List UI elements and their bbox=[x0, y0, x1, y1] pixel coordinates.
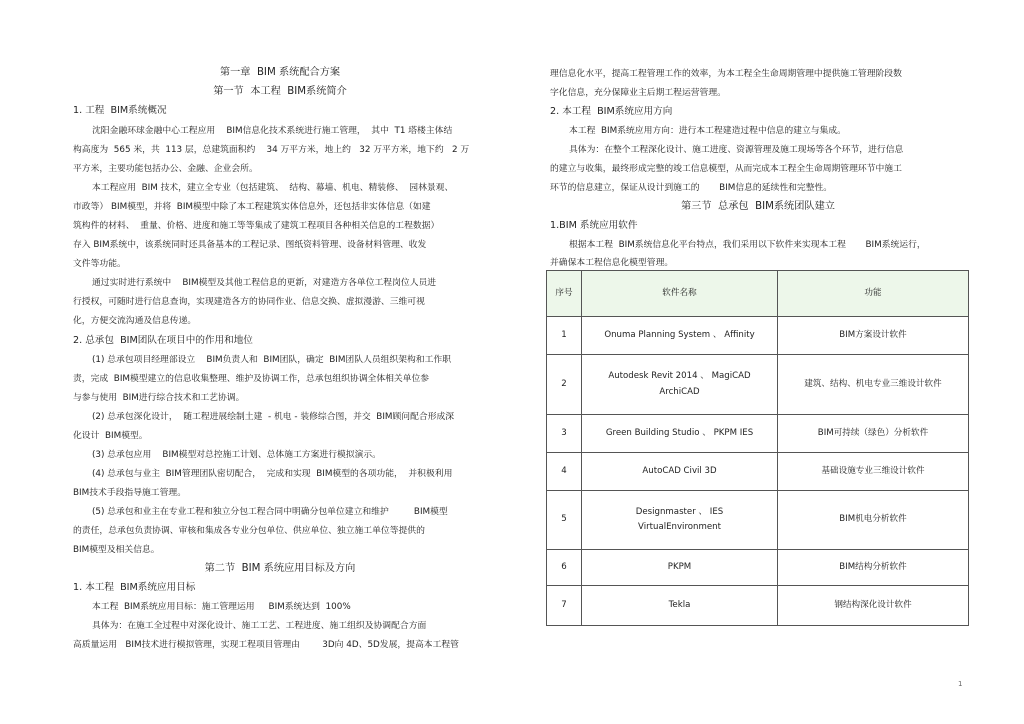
software-function: BIM机电分析软件 bbox=[778, 491, 969, 550]
paragraph-line: 具体为：在整个工程深化设计、施工进度、资源管理及施工现场等各个环节，进行信息 bbox=[569, 145, 904, 155]
paragraph-line: 存入 BIM系统中，该系统同时还具备基本的工程记录、图纸资料管理、设备材料管理、收发 bbox=[73, 240, 427, 250]
software-name-line-2: VirtualEnvironment bbox=[638, 522, 721, 532]
row-number: 7 bbox=[547, 586, 582, 626]
software-function: 钢结构深化设计软件 bbox=[778, 586, 969, 626]
row-number: 2 bbox=[547, 355, 582, 415]
table-row bbox=[547, 453, 969, 491]
paragraph-line: 筑构件的材料、 重量、价格、进度和施工等等集成了建筑工程项目各种相关信息的工程数据） bbox=[73, 221, 440, 231]
table-row bbox=[547, 355, 969, 415]
paragraph-line: 市政等） BIM模型，并将 BIM模型中除了本工程建筑实体信息外，还包括非实体信息（如建 bbox=[73, 202, 431, 212]
section-title: 第三节 总承包 BIM系统团队建立 bbox=[681, 201, 835, 212]
software-function: BIM可持续（绿色）分析软件 bbox=[778, 415, 969, 453]
list-item-line: (1) 总承包项目经理部设立 BIM负责人和 BIM团队，确定 BIM团队人员组织架构和工作职 bbox=[92, 355, 451, 365]
software-name bbox=[582, 586, 778, 626]
list-item-line: 责，完成 BIM模型建立的信息收集整理、维护及协调工作，总承包组织协调全体相关单位参 bbox=[73, 374, 430, 384]
row-number: 5 bbox=[547, 491, 582, 550]
paragraph-line: 的建立与收集，最终形成完整的竣工信息模型，从而完成本工程全生命周期管理环节中施工 bbox=[550, 164, 902, 174]
subsection-heading: 1.BIM 系统应用软件 bbox=[550, 220, 638, 231]
paragraph-line: 本工程 BIM系统应用目标：施工管理运用 BIM系统达到 100% bbox=[92, 602, 351, 612]
row-number: 4 bbox=[547, 453, 582, 491]
paragraph-line: 具体为：在施工全过程中对深化设计、施工工艺、工程进度、施工组织及协调配合方面 bbox=[92, 621, 427, 631]
paragraph-line: 通过实时进行系统中 BIM模型及其他工程信息的更新，对建造方各单位工程岗位人员进 bbox=[92, 278, 437, 288]
paragraph-line: 行授权，可随时进行信息查询，实现建造各方的协同作业、信息交换、虚拟漫游、三维可视 bbox=[73, 297, 425, 307]
paragraph-line: 化，方便交流沟通及信息传递。 bbox=[73, 316, 197, 326]
paragraph-line: 平方米，主要功能包括办公、金融、企业会所。 bbox=[73, 164, 258, 174]
list-item-line: (5) 总承包和业主在专业工程和独立分包工程合同中明确分包单位建立和维护 BIM模型 bbox=[92, 507, 448, 517]
software-name bbox=[582, 453, 778, 491]
software-function: BIM结构分析软件 bbox=[778, 550, 969, 586]
list-item-line: (2) 总承包深化设计， 随工程进展绘制土建 - 机电 - 装修综合图，并交 BIM顾问配合形成深 bbox=[92, 412, 455, 422]
table-row bbox=[547, 415, 969, 453]
table-row bbox=[547, 550, 969, 586]
subsection-heading: 2. 本工程 BIM系统应用方向 bbox=[550, 106, 673, 117]
paragraph-line: 高质量运用 BIM技术进行模拟管理，实现工程项目管理由 3D向 4D、5D发展，提高本工程管 bbox=[73, 640, 459, 650]
list-item-line: BIM模型及相关信息。 bbox=[73, 545, 160, 555]
software-name-line: Tekla bbox=[668, 599, 691, 610]
subsection-heading: 1. 本工程 BIM系统应用目标 bbox=[73, 582, 196, 593]
software-name bbox=[582, 491, 778, 550]
software-name-line: Designmaster 、 IES bbox=[635, 506, 724, 517]
paragraph-line: 构高度为 565 米，共 113 层，总建筑面积约 34 万平方米，地上约 32 万平方米，地下约 2 万 bbox=[73, 145, 470, 155]
list-item-line: 的责任，总承包负责协调、审核和集成各专业分包单位、供应单位、独立施工单位等提供的 bbox=[73, 526, 425, 536]
paragraph-line: 并确保本工程信息化模型管理。 bbox=[550, 258, 674, 268]
paragraph-line: 沈阳金融环球金融中心工程应用 BIM信息化技术系统进行施工管理， 其中 T1 塔楼主体结 bbox=[92, 126, 453, 136]
column-header-no: 序号 bbox=[547, 271, 582, 317]
table-row bbox=[547, 317, 969, 355]
software-name bbox=[582, 415, 778, 453]
paragraph-line: 字化信息，充分保障业主后期工程运营管理。 bbox=[550, 88, 726, 98]
subsection-heading: 1. 工程 BIM系统概况 bbox=[73, 105, 167, 116]
software-name-line: PKPM bbox=[667, 561, 692, 572]
list-item-line: (4) 总承包与业主 BIM管理团队密切配合， 完成和实现 BIM模型的各项功能， 并积极利用 bbox=[92, 469, 453, 479]
list-item-line: BIM技术手段指导施工管理。 bbox=[73, 488, 186, 498]
software-name-line: AutoCAD Civil 3D bbox=[642, 465, 717, 476]
software-name-line: Green Building Studio 、 PKPM IES bbox=[605, 427, 754, 438]
software-name-line: Autodesk Revit 2014 、 MagiCAD bbox=[608, 371, 751, 382]
row-number: 6 bbox=[547, 550, 582, 586]
table-row bbox=[547, 491, 969, 550]
row-number: 3 bbox=[547, 415, 582, 453]
chapter-title: 第一章 BIM 系统配合方案 bbox=[219, 67, 341, 78]
paragraph-line: 本工程 BIM系统应用方向：进行本工程建造过程中信息的建立与集成。 bbox=[569, 126, 846, 136]
software-name bbox=[582, 355, 778, 415]
subsection-heading: 2. 总承包 BIM团队在项目中的作用和地位 bbox=[73, 335, 253, 346]
software-name-line: Onuma Planning System 、 Affinity bbox=[604, 329, 755, 340]
paragraph-line: 本工程应用 BIM 技术，建立全专业（包括建筑、 结构、幕墙、机电、精装修、 园林景观、 bbox=[92, 183, 454, 193]
column-header-function: 功能 bbox=[778, 271, 969, 317]
column-header-software: 软件名称 bbox=[582, 271, 778, 317]
software-function: BIM方案设计软件 bbox=[778, 317, 969, 355]
software-function: 建筑、结构、机电专业三维设计软件 bbox=[778, 355, 969, 415]
software-name bbox=[582, 317, 778, 355]
paragraph-line: 文件等功能。 bbox=[73, 259, 126, 269]
table-header-row bbox=[547, 271, 969, 317]
software-table bbox=[546, 270, 969, 626]
list-item-line: (3) 总承包应用 BIM模型对总控施工计划、总体施工方案进行模拟演示。 bbox=[92, 450, 381, 460]
software-function: 基础设施专业三维设计软件 bbox=[778, 453, 969, 491]
software-name bbox=[582, 550, 778, 586]
list-item-line: 与参与使用 BIM进行综合技术和工艺协调。 bbox=[73, 393, 245, 403]
section-title: 第一节 本工程 BIM系统简介 bbox=[213, 86, 347, 97]
page-number: 1 bbox=[958, 680, 963, 688]
software-name-line-2: ArchiCAD bbox=[659, 386, 700, 397]
list-item-line: 化设计 BIM模型。 bbox=[73, 431, 148, 441]
paragraph-line: 理信息化水平，提高工程管理工作的效率，为本工程全生命周期管理中提供施工管理阶段数 bbox=[550, 69, 902, 79]
row-number: 1 bbox=[547, 317, 582, 355]
table-row bbox=[547, 586, 969, 626]
paragraph-line: 环节的信息建立，保证从设计到施工的 BIM信息的延续性和完整性。 bbox=[550, 183, 833, 193]
section-title: 第二节 BIM 系统应用目标及方向 bbox=[204, 563, 356, 574]
paragraph-line: 根据本工程 BIM系统信息化平台特点，我们采用以下软件来实现本工程 BIM系统运行， bbox=[569, 240, 926, 250]
